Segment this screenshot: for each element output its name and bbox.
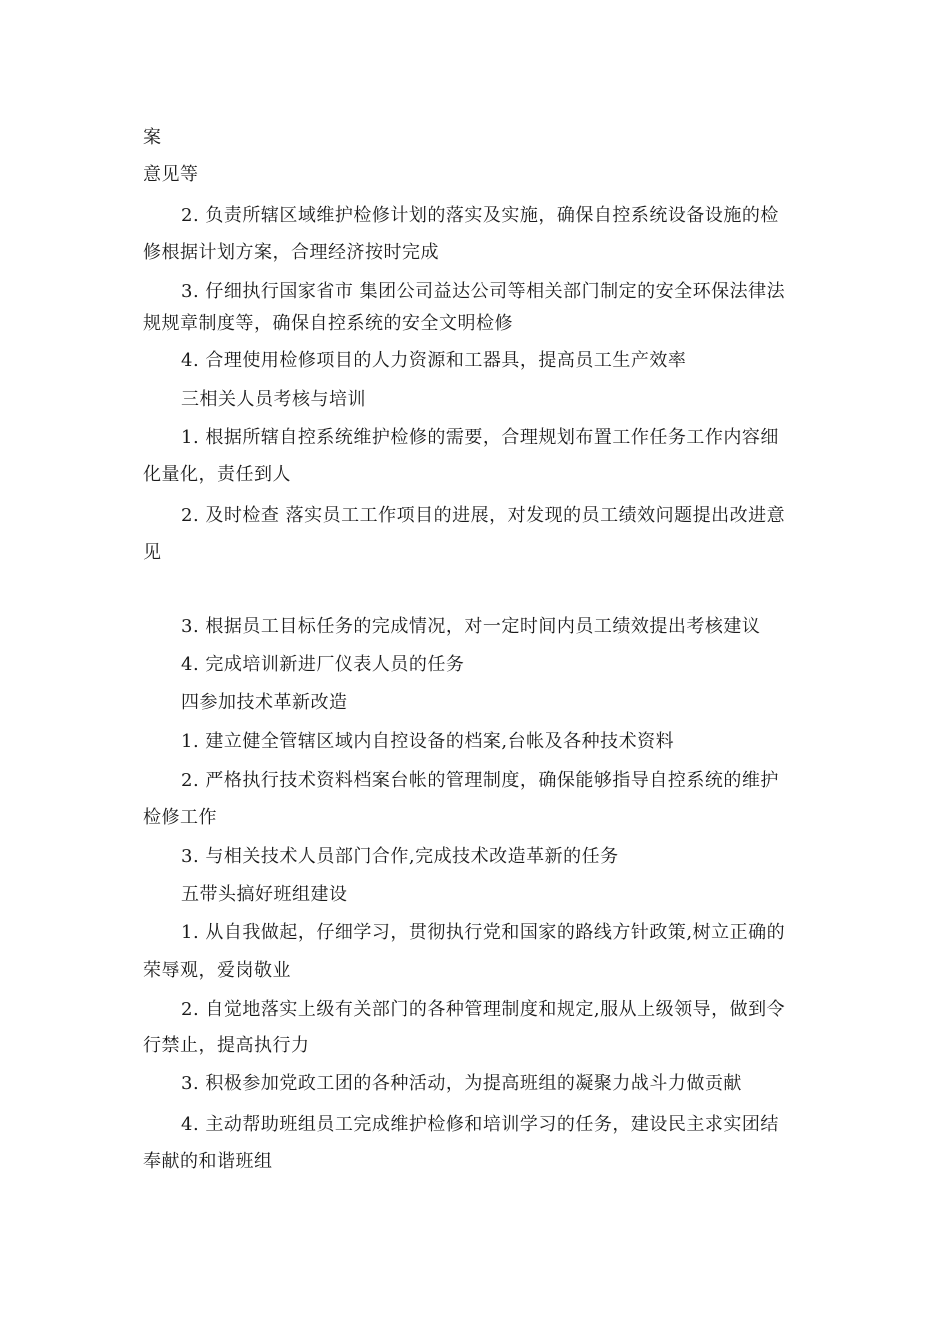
text-line-2: 意见等 [143,164,199,185]
text-line-27: 奉献的和谐班组 [143,1151,273,1172]
text-line-18: 检修工作 [143,807,217,828]
text-line-1: 案 [143,127,162,148]
text-line-5: 3. 仔细执行国家省市 集团公司益达公司等相关部门制定的安全环保法律法 [181,281,786,302]
text-line-12: 见 [143,542,162,563]
text-line-6: 规规章制度等，确保自控系统的安全文明检修 [143,313,513,334]
section-heading-4: 四参加技术革新改造 [181,692,348,713]
section-heading-5: 五带头搞好班组建设 [181,884,348,905]
section-heading-3: 三相关人员考核与培训 [181,389,366,410]
text-line-10: 化量化，责任到人 [143,464,291,485]
text-line-11: 2. 及时检查 落实员工工作项目的进展，对发现的员工绩效问题提出改进意 [181,505,786,526]
text-line-4: 修根据计划方案，合理经济按时完成 [143,242,439,263]
text-line-25: 3. 积极参加党政工团的各种活动，为提高班组的凝聚力战斗力做贡献 [181,1073,742,1094]
text-line-22: 荣辱观，爱岗敬业 [143,960,291,981]
text-line-13: 3. 根据员工目标任务的完成情况，对一定时间内员工绩效提出考核建议 [181,616,761,637]
text-line-9: 1. 根据所辖自控系统维护检修的需要，合理规划布置工作任务工作内容细 [181,427,779,448]
text-line-24: 行禁止，提高执行力 [143,1035,310,1056]
text-line-23: 2. 自觉地落实上级有关部门的各种管理制度和规定,服从上级领导，做到令 [181,999,786,1020]
text-line-3: 2. 负责所辖区域维护检修计划的落实及实施，确保自控系统设备设施的检 [181,205,779,226]
text-line-19: 3. 与相关技术人员部门合作,完成技术改造革新的任务 [181,846,619,867]
text-line-14: 4. 完成培训新进厂仪表人员的任务 [181,654,465,675]
text-line-16: 1. 建立健全管辖区域内自控设备的档案,台帐及各种技术资料 [181,731,675,752]
text-line-21: 1. 从自我做起，仔细学习，贯彻执行党和国家的路线方针政策,树立正确的 [181,922,786,943]
text-line-26: 4. 主动帮助班组员工完成维护检修和培训学习的任务，建设民主求实团结 [181,1114,779,1135]
text-line-17: 2. 严格执行技术资料档案台帐的管理制度，确保能够指导自控系统的维护 [181,770,779,791]
text-line-7: 4. 合理使用检修项目的人力资源和工器具，提高员工生产效率 [181,350,687,371]
